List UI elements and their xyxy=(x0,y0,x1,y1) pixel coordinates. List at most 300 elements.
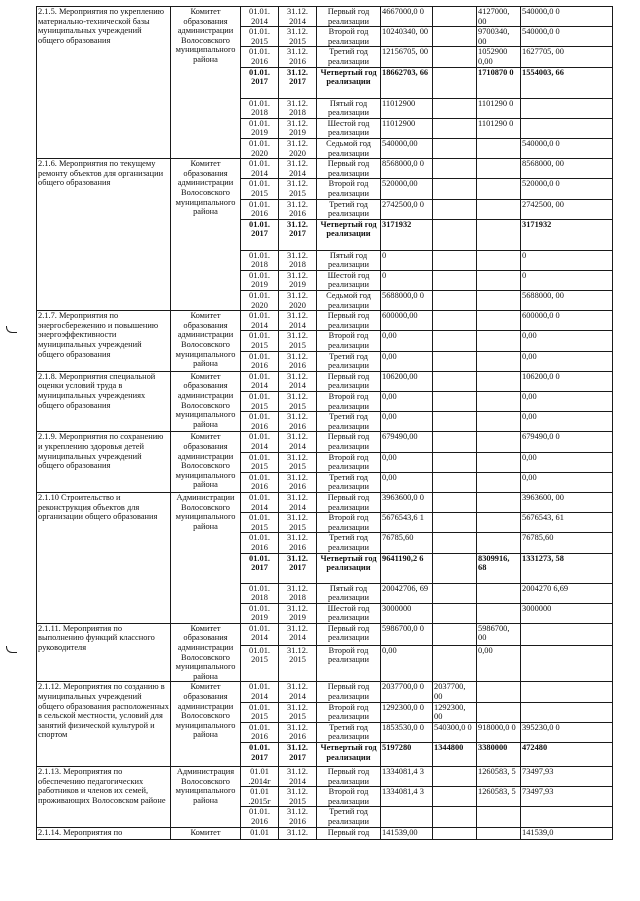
period-cell: Четвертый год реализации xyxy=(317,219,381,250)
total-cell: 3000000 xyxy=(381,603,433,623)
period-cell: Первый год реализации xyxy=(317,7,381,27)
total-cell: 1853530,0 0 xyxy=(381,722,433,742)
federal-budget-cell xyxy=(433,553,477,583)
federal-budget-cell xyxy=(433,583,477,603)
total-cell: 12156705, 00 xyxy=(381,47,433,67)
budget-table xyxy=(36,6,613,840)
local-budget-cell: 5688000, 00 xyxy=(521,291,613,311)
start-date-cell: 01.01. 2017 xyxy=(241,67,279,98)
regional-budget-cell xyxy=(477,371,521,391)
total-cell: 76785,60 xyxy=(381,533,433,553)
start-date-cell: 01.01. 2018 xyxy=(241,583,279,603)
total-cell: 1334081,4 3 xyxy=(381,787,433,807)
end-date-cell: 31.12. 2015 xyxy=(279,179,317,199)
regional-budget-cell xyxy=(477,270,521,290)
local-budget-cell: 0,00 xyxy=(521,452,613,472)
period-cell: Третий год реализации xyxy=(317,533,381,553)
end-date-cell: 31.12. 2015 xyxy=(279,331,317,351)
regional-budget-cell xyxy=(477,351,521,371)
end-date-cell: 31.12. 2017 xyxy=(279,743,317,767)
table-row xyxy=(37,492,613,512)
start-date-cell: 01.01. 2014 xyxy=(241,623,279,645)
end-date-cell: 31.12. 2014 xyxy=(279,767,317,787)
end-date-cell: 31.12. 2016 xyxy=(279,199,317,219)
regional-budget-cell xyxy=(477,603,521,623)
table-row xyxy=(37,767,613,787)
executor-cell: Комитет образования администрации Волосовского муниципального района xyxy=(171,371,241,432)
end-date-cell: 31.12. 2015 xyxy=(279,452,317,472)
total-cell: 5986700,0 0 xyxy=(381,623,433,645)
federal-budget-cell xyxy=(433,767,477,787)
period-cell: Третий год реализации xyxy=(317,807,381,827)
period-cell: Первый год реализации xyxy=(317,371,381,391)
federal-budget-cell xyxy=(433,118,477,138)
total-cell: 0,00 xyxy=(381,472,433,492)
local-budget-cell: 3171932 xyxy=(521,219,613,250)
local-budget-cell: 141539,0 xyxy=(521,827,613,839)
start-date-cell: 01.01. 2016 xyxy=(241,722,279,742)
end-date-cell: 31.12. 2017 xyxy=(279,67,317,98)
program-name-cell: 2.1.13. Мероприятия по обеспечению педагогических работников и членов их семей, проживающих Волосовском районе xyxy=(37,767,171,828)
regional-budget-cell xyxy=(477,583,521,603)
local-budget-cell: 1554003, 66 xyxy=(521,67,613,98)
total-cell: 20042706, 69 xyxy=(381,583,433,603)
start-date-cell: 01.01. 2015 xyxy=(241,645,279,682)
period-cell: Третий год реализации xyxy=(317,199,381,219)
end-date-cell: 31.12. 2014 xyxy=(279,432,317,452)
federal-budget-cell xyxy=(433,7,477,27)
regional-budget-cell xyxy=(477,827,521,839)
start-date-cell: 01.01. 2016 xyxy=(241,47,279,67)
start-date-cell: 01.01 .2014г xyxy=(241,767,279,787)
local-budget-cell xyxy=(521,98,613,118)
start-date-cell: 01.01. 2015 xyxy=(241,513,279,533)
federal-budget-cell xyxy=(433,179,477,199)
local-budget-cell: 1331273, 58 xyxy=(521,553,613,583)
federal-budget-cell xyxy=(433,138,477,158)
period-cell: Первый год реализации xyxy=(317,159,381,179)
total-cell: 11012900 xyxy=(381,118,433,138)
total-cell: 8568000,0 0 xyxy=(381,159,433,179)
total-cell: 18662703, 66 xyxy=(381,67,433,98)
start-date-cell: 01.01. 2014 xyxy=(241,432,279,452)
federal-budget-cell xyxy=(433,452,477,472)
end-date-cell: 31.12. 2015 xyxy=(279,787,317,807)
regional-budget-cell: 1101290 0 xyxy=(477,98,521,118)
total-cell: 2037700,0 0 xyxy=(381,682,433,702)
end-date-cell: 31.12. 2015 xyxy=(279,392,317,412)
regional-budget-cell: 1052900 0,00 xyxy=(477,47,521,67)
start-date-cell: 01.01. 2016 xyxy=(241,807,279,827)
start-date-cell: 01.01. 2016 xyxy=(241,199,279,219)
regional-budget-cell: 1260583, 5 xyxy=(477,767,521,787)
local-budget-cell: 3000000 xyxy=(521,603,613,623)
federal-budget-cell xyxy=(433,199,477,219)
table-row xyxy=(37,7,613,27)
period-cell: Второй год реализации xyxy=(317,331,381,351)
local-budget-cell: 0,00 xyxy=(521,331,613,351)
total-cell: 2742500,0 0 xyxy=(381,199,433,219)
period-cell: Первый год реализации xyxy=(317,767,381,787)
total-cell: 0,00 xyxy=(381,452,433,472)
federal-budget-cell xyxy=(433,311,477,331)
executor-cell: Комитет образования администрации Волосовского муниципального района xyxy=(171,311,241,372)
regional-budget-cell xyxy=(477,533,521,553)
program-name-cell: 2.1.9. Мероприятия по сохранению и укреплению здоровья детей муниципальных учреждений общего образования xyxy=(37,432,171,493)
end-date-cell: 31.12. 2018 xyxy=(279,583,317,603)
start-date-cell: 01.01. 2017 xyxy=(241,219,279,250)
federal-budget-cell: 540300,0 0 xyxy=(433,722,477,742)
federal-budget-cell: 1292300, 00 xyxy=(433,702,477,722)
end-date-cell: 31.12. 2018 xyxy=(279,98,317,118)
total-cell: 141539,00 xyxy=(381,827,433,839)
period-cell: Второй год реализации xyxy=(317,645,381,682)
total-cell: 10240340, 00 xyxy=(381,27,433,47)
end-date-cell: 31.12. 2014 xyxy=(279,492,317,512)
total-cell: 0,00 xyxy=(381,331,433,351)
executor-cell: Администрации Волосовского муниципального района xyxy=(171,492,241,623)
period-cell: Второй год реализации xyxy=(317,702,381,722)
local-budget-cell: 0 xyxy=(521,270,613,290)
local-budget-cell: 540000,0 0 xyxy=(521,27,613,47)
local-budget-cell xyxy=(521,807,613,827)
total-cell: 106200,00 xyxy=(381,371,433,391)
period-cell: Шестой год реализации xyxy=(317,603,381,623)
end-date-cell: 31.12. 2016 xyxy=(279,47,317,67)
start-date-cell: 01.01. 2014 xyxy=(241,311,279,331)
period-cell: Четвертый год реализации xyxy=(317,743,381,767)
executor-cell: Комитет образования администрации Волосовского муниципального района xyxy=(171,159,241,311)
program-name-cell: 2.1.10 Строительство и реконструкция объектов для организации общего образования xyxy=(37,492,171,623)
local-budget-cell: 0,00 xyxy=(521,351,613,371)
period-cell: Пятый год реализации xyxy=(317,250,381,270)
program-name-cell: 2.1.11. Мероприятия по выполнению функций классного руководителя xyxy=(37,623,171,682)
end-date-cell: 31.12. 2016 xyxy=(279,807,317,827)
start-date-cell: 01.01. 2014 xyxy=(241,159,279,179)
federal-budget-cell xyxy=(433,645,477,682)
regional-budget-cell: 9700340, 00 xyxy=(477,27,521,47)
executor-cell: Комитет образования администрации Волосовского муниципального района xyxy=(171,682,241,767)
federal-budget-cell xyxy=(433,472,477,492)
federal-budget-cell xyxy=(433,533,477,553)
end-date-cell: 31.12. 2014 xyxy=(279,371,317,391)
start-date-cell: 01.01. 2015 xyxy=(241,392,279,412)
executor-cell: Комитет образования администрации Волосовского муниципального района xyxy=(171,7,241,159)
start-date-cell: 01.01 xyxy=(241,827,279,839)
regional-budget-cell xyxy=(477,159,521,179)
period-cell: Первый год реализации xyxy=(317,492,381,512)
executor-cell: Комитет xyxy=(171,827,241,839)
period-cell: Второй год реализации xyxy=(317,27,381,47)
end-date-cell: 31.12. 2014 xyxy=(279,311,317,331)
program-name-cell: 2.1.6. Мероприятия по текущему ремонту объектов для организации общего образования xyxy=(37,159,171,311)
federal-budget-cell xyxy=(433,603,477,623)
local-budget-cell xyxy=(521,702,613,722)
regional-budget-cell xyxy=(477,331,521,351)
local-budget-cell: 395230,0 0 xyxy=(521,722,613,742)
period-cell: Третий год реализации xyxy=(317,47,381,67)
regional-budget-cell xyxy=(477,702,521,722)
start-date-cell: 01.01. 2020 xyxy=(241,138,279,158)
end-date-cell: 31.12. 2015 xyxy=(279,27,317,47)
start-date-cell: 01.01. 2014 xyxy=(241,682,279,702)
period-cell: Второй год реализации xyxy=(317,787,381,807)
end-date-cell: 31.12. 2019 xyxy=(279,118,317,138)
total-cell: 5197280 xyxy=(381,743,433,767)
start-date-cell: 01.01 .2015г xyxy=(241,787,279,807)
total-cell: 3171932 xyxy=(381,219,433,250)
end-date-cell: 31.12. 2015 xyxy=(279,702,317,722)
federal-budget-cell xyxy=(433,47,477,67)
start-date-cell: 01.01. 2014 xyxy=(241,7,279,27)
start-date-cell: 01.01. 2015 xyxy=(241,27,279,47)
local-budget-cell: 472480 xyxy=(521,743,613,767)
total-cell: 520000,00 xyxy=(381,179,433,199)
table-row xyxy=(37,371,613,391)
federal-budget-cell xyxy=(433,159,477,179)
total-cell: 1292300,0 0 xyxy=(381,702,433,722)
start-date-cell: 01.01. 2015 xyxy=(241,331,279,351)
federal-budget-cell: 1344800 xyxy=(433,743,477,767)
end-date-cell: 31.12. 2014 xyxy=(279,682,317,702)
total-cell: 0,00 xyxy=(381,392,433,412)
start-date-cell: 01.01. 2016 xyxy=(241,412,279,432)
start-date-cell: 01.01. 2017 xyxy=(241,743,279,767)
period-cell: Четвертый год реализации xyxy=(317,67,381,98)
end-date-cell: 31.12. 2017 xyxy=(279,219,317,250)
regional-budget-cell: 1710870 0 xyxy=(477,67,521,98)
end-date-cell: 31.12. 2017 xyxy=(279,553,317,583)
local-budget-cell: 73497,93 xyxy=(521,787,613,807)
start-date-cell: 01.01. 2015 xyxy=(241,452,279,472)
end-date-cell: 31.12. 2019 xyxy=(279,603,317,623)
local-budget-cell: 3963600, 00 xyxy=(521,492,613,512)
regional-budget-cell xyxy=(477,807,521,827)
period-cell: Седьмой год реализации xyxy=(317,291,381,311)
start-date-cell: 01.01. 2015 xyxy=(241,702,279,722)
federal-budget-cell xyxy=(433,27,477,47)
period-cell: Третий год реализации xyxy=(317,472,381,492)
regional-budget-cell: 918000,0 0 xyxy=(477,722,521,742)
executor-cell: Администрация Волосовского муниципального района xyxy=(171,767,241,828)
end-date-cell: 31.12. 2014 xyxy=(279,623,317,645)
total-cell: 3963600,0 0 xyxy=(381,492,433,512)
total-cell: 5688000,0 0 xyxy=(381,291,433,311)
period-cell: Первый год реализации xyxy=(317,623,381,645)
end-date-cell: 31.12. 2020 xyxy=(279,291,317,311)
federal-budget-cell xyxy=(433,412,477,432)
period-cell: Третий год реализации xyxy=(317,351,381,371)
federal-budget-cell xyxy=(433,787,477,807)
local-budget-cell: 8568000, 00 xyxy=(521,159,613,179)
federal-budget-cell xyxy=(433,392,477,412)
regional-budget-cell xyxy=(477,179,521,199)
total-cell: 0,00 xyxy=(381,412,433,432)
period-cell: Второй год реализации xyxy=(317,513,381,533)
federal-budget-cell xyxy=(433,623,477,645)
regional-budget-cell: 8309916, 68 xyxy=(477,553,521,583)
executor-cell: Комитет образования администрации Волосовского муниципального района xyxy=(171,623,241,682)
total-cell: 5676543,6 1 xyxy=(381,513,433,533)
regional-budget-cell: 5986700, 00 xyxy=(477,623,521,645)
period-cell: Второй год реализации xyxy=(317,179,381,199)
period-cell: Четвертый год реализации xyxy=(317,553,381,583)
local-budget-cell xyxy=(521,118,613,138)
local-budget-cell: 76785,60 xyxy=(521,533,613,553)
local-budget-cell: 2004270 6,69 xyxy=(521,583,613,603)
end-date-cell: 31.12. 2016 xyxy=(279,722,317,742)
end-date-cell: 31.12. 2014 xyxy=(279,159,317,179)
period-cell: Первый год реализации xyxy=(317,311,381,331)
table-row xyxy=(37,827,613,839)
total-cell: 0 xyxy=(381,270,433,290)
start-date-cell: 01.01. 2019 xyxy=(241,270,279,290)
regional-budget-cell xyxy=(477,138,521,158)
regional-budget-cell: 0,00 xyxy=(477,645,521,682)
start-date-cell: 01.01. 2016 xyxy=(241,533,279,553)
local-budget-cell: 1627705, 00 xyxy=(521,47,613,67)
start-date-cell: 01.01. 2018 xyxy=(241,98,279,118)
federal-budget-cell xyxy=(433,98,477,118)
start-date-cell: 01.01. 2014 xyxy=(241,371,279,391)
period-cell: Первый год xyxy=(317,827,381,839)
total-cell: 679490,00 xyxy=(381,432,433,452)
federal-budget-cell xyxy=(433,371,477,391)
period-cell: Первый год реализации xyxy=(317,682,381,702)
total-cell: 0,00 xyxy=(381,351,433,371)
local-budget-cell: 2742500, 00 xyxy=(521,199,613,219)
end-date-cell: 31.12. 2016 xyxy=(279,472,317,492)
period-cell: Шестой год реализации xyxy=(317,118,381,138)
regional-budget-cell xyxy=(477,199,521,219)
end-date-cell: 31.12. 2015 xyxy=(279,513,317,533)
table-row xyxy=(37,623,613,645)
program-name-cell: 2.1.5. Мероприятия по укреплению материально-технической базы муниципальных учреждений общего образования xyxy=(37,7,171,159)
local-budget-cell: 0,00 xyxy=(521,472,613,492)
total-cell: 4667000,0 0 xyxy=(381,7,433,27)
local-budget-cell: 520000,0 0 xyxy=(521,179,613,199)
table-row xyxy=(37,682,613,702)
total-cell xyxy=(381,807,433,827)
table-row xyxy=(37,159,613,179)
executor-cell: Комитет образования администрации Волосовского муниципального района xyxy=(171,432,241,493)
end-date-cell: 31.12. 2016 xyxy=(279,351,317,371)
start-date-cell: 01.01. 2015 xyxy=(241,179,279,199)
program-name-cell: 2.1.14. Мероприятия по xyxy=(37,827,171,839)
start-date-cell: 01.01. 2014 xyxy=(241,492,279,512)
regional-budget-cell xyxy=(477,452,521,472)
local-budget-cell: 0 xyxy=(521,250,613,270)
total-cell: 1334081,4 3 xyxy=(381,767,433,787)
regional-budget-cell: 1101290 0 xyxy=(477,118,521,138)
end-date-cell: 31.12. 2016 xyxy=(279,533,317,553)
end-date-cell: 31.12. xyxy=(279,827,317,839)
regional-budget-cell xyxy=(477,392,521,412)
local-budget-cell xyxy=(521,645,613,682)
federal-budget-cell xyxy=(433,492,477,512)
regional-budget-cell xyxy=(477,682,521,702)
regional-budget-cell xyxy=(477,432,521,452)
end-date-cell: 31.12. 2014 xyxy=(279,7,317,27)
regional-budget-cell xyxy=(477,472,521,492)
federal-budget-cell xyxy=(433,807,477,827)
federal-budget-cell xyxy=(433,827,477,839)
total-cell: 0,00 xyxy=(381,645,433,682)
total-cell: 540000,00 xyxy=(381,138,433,158)
start-date-cell: 01.01. 2019 xyxy=(241,118,279,138)
end-date-cell: 31.12. 2018 xyxy=(279,250,317,270)
period-cell: Пятый год реализации xyxy=(317,583,381,603)
start-date-cell: 01.01. 2019 xyxy=(241,603,279,623)
federal-budget-cell xyxy=(433,219,477,250)
regional-budget-cell xyxy=(477,513,521,533)
regional-budget-cell: 1260583, 5 xyxy=(477,787,521,807)
regional-budget-cell xyxy=(477,291,521,311)
federal-budget-cell xyxy=(433,351,477,371)
local-budget-cell: 0,00 xyxy=(521,412,613,432)
local-budget-cell: 679490,0 0 xyxy=(521,432,613,452)
regional-budget-cell xyxy=(477,492,521,512)
federal-budget-cell: 2037700, 00 xyxy=(433,682,477,702)
period-cell: Первый год реализации xyxy=(317,432,381,452)
regional-budget-cell xyxy=(477,250,521,270)
federal-budget-cell xyxy=(433,250,477,270)
local-budget-cell xyxy=(521,623,613,645)
margin-mark xyxy=(6,646,17,653)
federal-budget-cell xyxy=(433,67,477,98)
program-name-cell: 2.1.8. Мероприятия специальной оценки условий труда в муниципальных учреждениях общего образования xyxy=(37,371,171,432)
program-name-cell: 2.1.12. Мероприятия по созданию в муниципальных учреждений общего образования расположенных в сельской местности, условий для занятий физической культурой и спортом xyxy=(37,682,171,767)
local-budget-cell: 0,00 xyxy=(521,392,613,412)
regional-budget-cell xyxy=(477,412,521,432)
period-cell: Третий год реализации xyxy=(317,412,381,432)
local-budget-cell: 600000,0 0 xyxy=(521,311,613,331)
regional-budget-cell xyxy=(477,219,521,250)
federal-budget-cell xyxy=(433,513,477,533)
federal-budget-cell xyxy=(433,331,477,351)
federal-budget-cell xyxy=(433,291,477,311)
local-budget-cell: 5676543, 61 xyxy=(521,513,613,533)
local-budget-cell: 73497,93 xyxy=(521,767,613,787)
total-cell: 9641190,2 6 xyxy=(381,553,433,583)
end-date-cell: 31.12. 2015 xyxy=(279,645,317,682)
period-cell: Второй год реализации xyxy=(317,452,381,472)
federal-budget-cell xyxy=(433,432,477,452)
period-cell: Третий год реализации xyxy=(317,722,381,742)
start-date-cell: 01.01. 2017 xyxy=(241,553,279,583)
total-cell: 600000,00 xyxy=(381,311,433,331)
period-cell: Второй год реализации xyxy=(317,392,381,412)
end-date-cell: 31.12. 2019 xyxy=(279,270,317,290)
total-cell: 11012900 xyxy=(381,98,433,118)
period-cell: Пятый год реализации xyxy=(317,98,381,118)
start-date-cell: 01.01. 2016 xyxy=(241,351,279,371)
end-date-cell: 31.12. 2016 xyxy=(279,412,317,432)
table-row xyxy=(37,311,613,331)
local-budget-cell: 540000,0 0 xyxy=(521,7,613,27)
start-date-cell: 01.01. 2020 xyxy=(241,291,279,311)
regional-budget-cell: 3380000 xyxy=(477,743,521,767)
total-cell: 0 xyxy=(381,250,433,270)
start-date-cell: 01.01. 2018 xyxy=(241,250,279,270)
local-budget-cell: 106200,0 0 xyxy=(521,371,613,391)
regional-budget-cell xyxy=(477,311,521,331)
period-cell: Седьмой год реализации xyxy=(317,138,381,158)
table-row xyxy=(37,432,613,452)
end-date-cell: 31.12. 2020 xyxy=(279,138,317,158)
margin-mark xyxy=(6,326,17,333)
start-date-cell: 01.01. 2016 xyxy=(241,472,279,492)
